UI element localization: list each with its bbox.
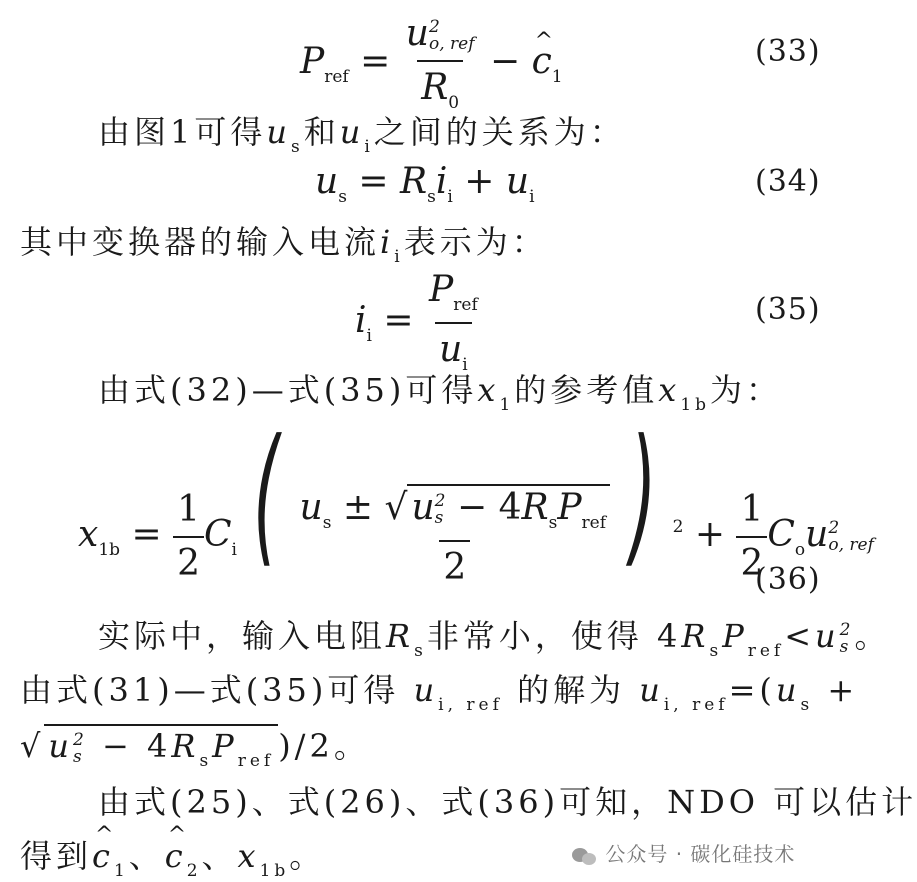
text-para-2: 由式(31)—式(35)可得 $u_{i, ref}$ 的解为 $u_{i, ref}=(u_s$ + — [20, 671, 859, 715]
equation-number-36: (36) — [755, 562, 821, 597]
text-line-35-intro: 其中变换器的输入电流$i_i$表示为： — [20, 223, 548, 267]
text-line-36-intro: 由式(32)—式(35)可得$x_1$的参考值$x_{1b}$为： — [98, 371, 783, 415]
equation-number-33: (33) — [755, 34, 821, 69]
watermark-text: 公众号 · 碳化硅技术 — [605, 842, 796, 866]
equation-number-35: (35) — [755, 292, 821, 327]
equation-35: $i_i$ = $\frac{P_{ref}}{u_i}$ — [355, 268, 482, 378]
text-para-3: √ u 2 s − $4R_sP_{ref}$ )/2。 — [20, 724, 370, 772]
equation-number-34: (34) — [755, 164, 821, 199]
watermark — [572, 838, 795, 867]
text-line-34-intro: 由图1可得$u_s$和$u_i$之间的关系为： — [98, 113, 626, 157]
text-para-1: 实际中，输入电阻$R_s$非常小，使得 $4R_sP_{ref}<u$ 2 s 。 — [98, 617, 891, 661]
text-para-4: 由式(25)、式(26)、式(36)可知，NDO 可以估计 — [98, 783, 917, 821]
equation-34: $u_s = R_si_i + u_i$ — [315, 161, 535, 207]
equation-33: $P_{ref}$ = u 2 o, ref $R_0$ − ^ $c_1$ — [300, 12, 563, 116]
text-para-5: 得到^ $c_1$、^ $c_2$、$x_{1b}$。 — [20, 836, 325, 882]
wechat-logo-icon — [572, 846, 598, 866]
equation-36: $x_{1b}$ = $\frac{1}{2}$ $C_i$ ( $u_s$ ± √ u 2 s − $4R_sP_{ref}$ 2 ) $^2$ + $\frac{1}{2}$ $C_ou$ 2 o, ref — [78, 408, 874, 588]
